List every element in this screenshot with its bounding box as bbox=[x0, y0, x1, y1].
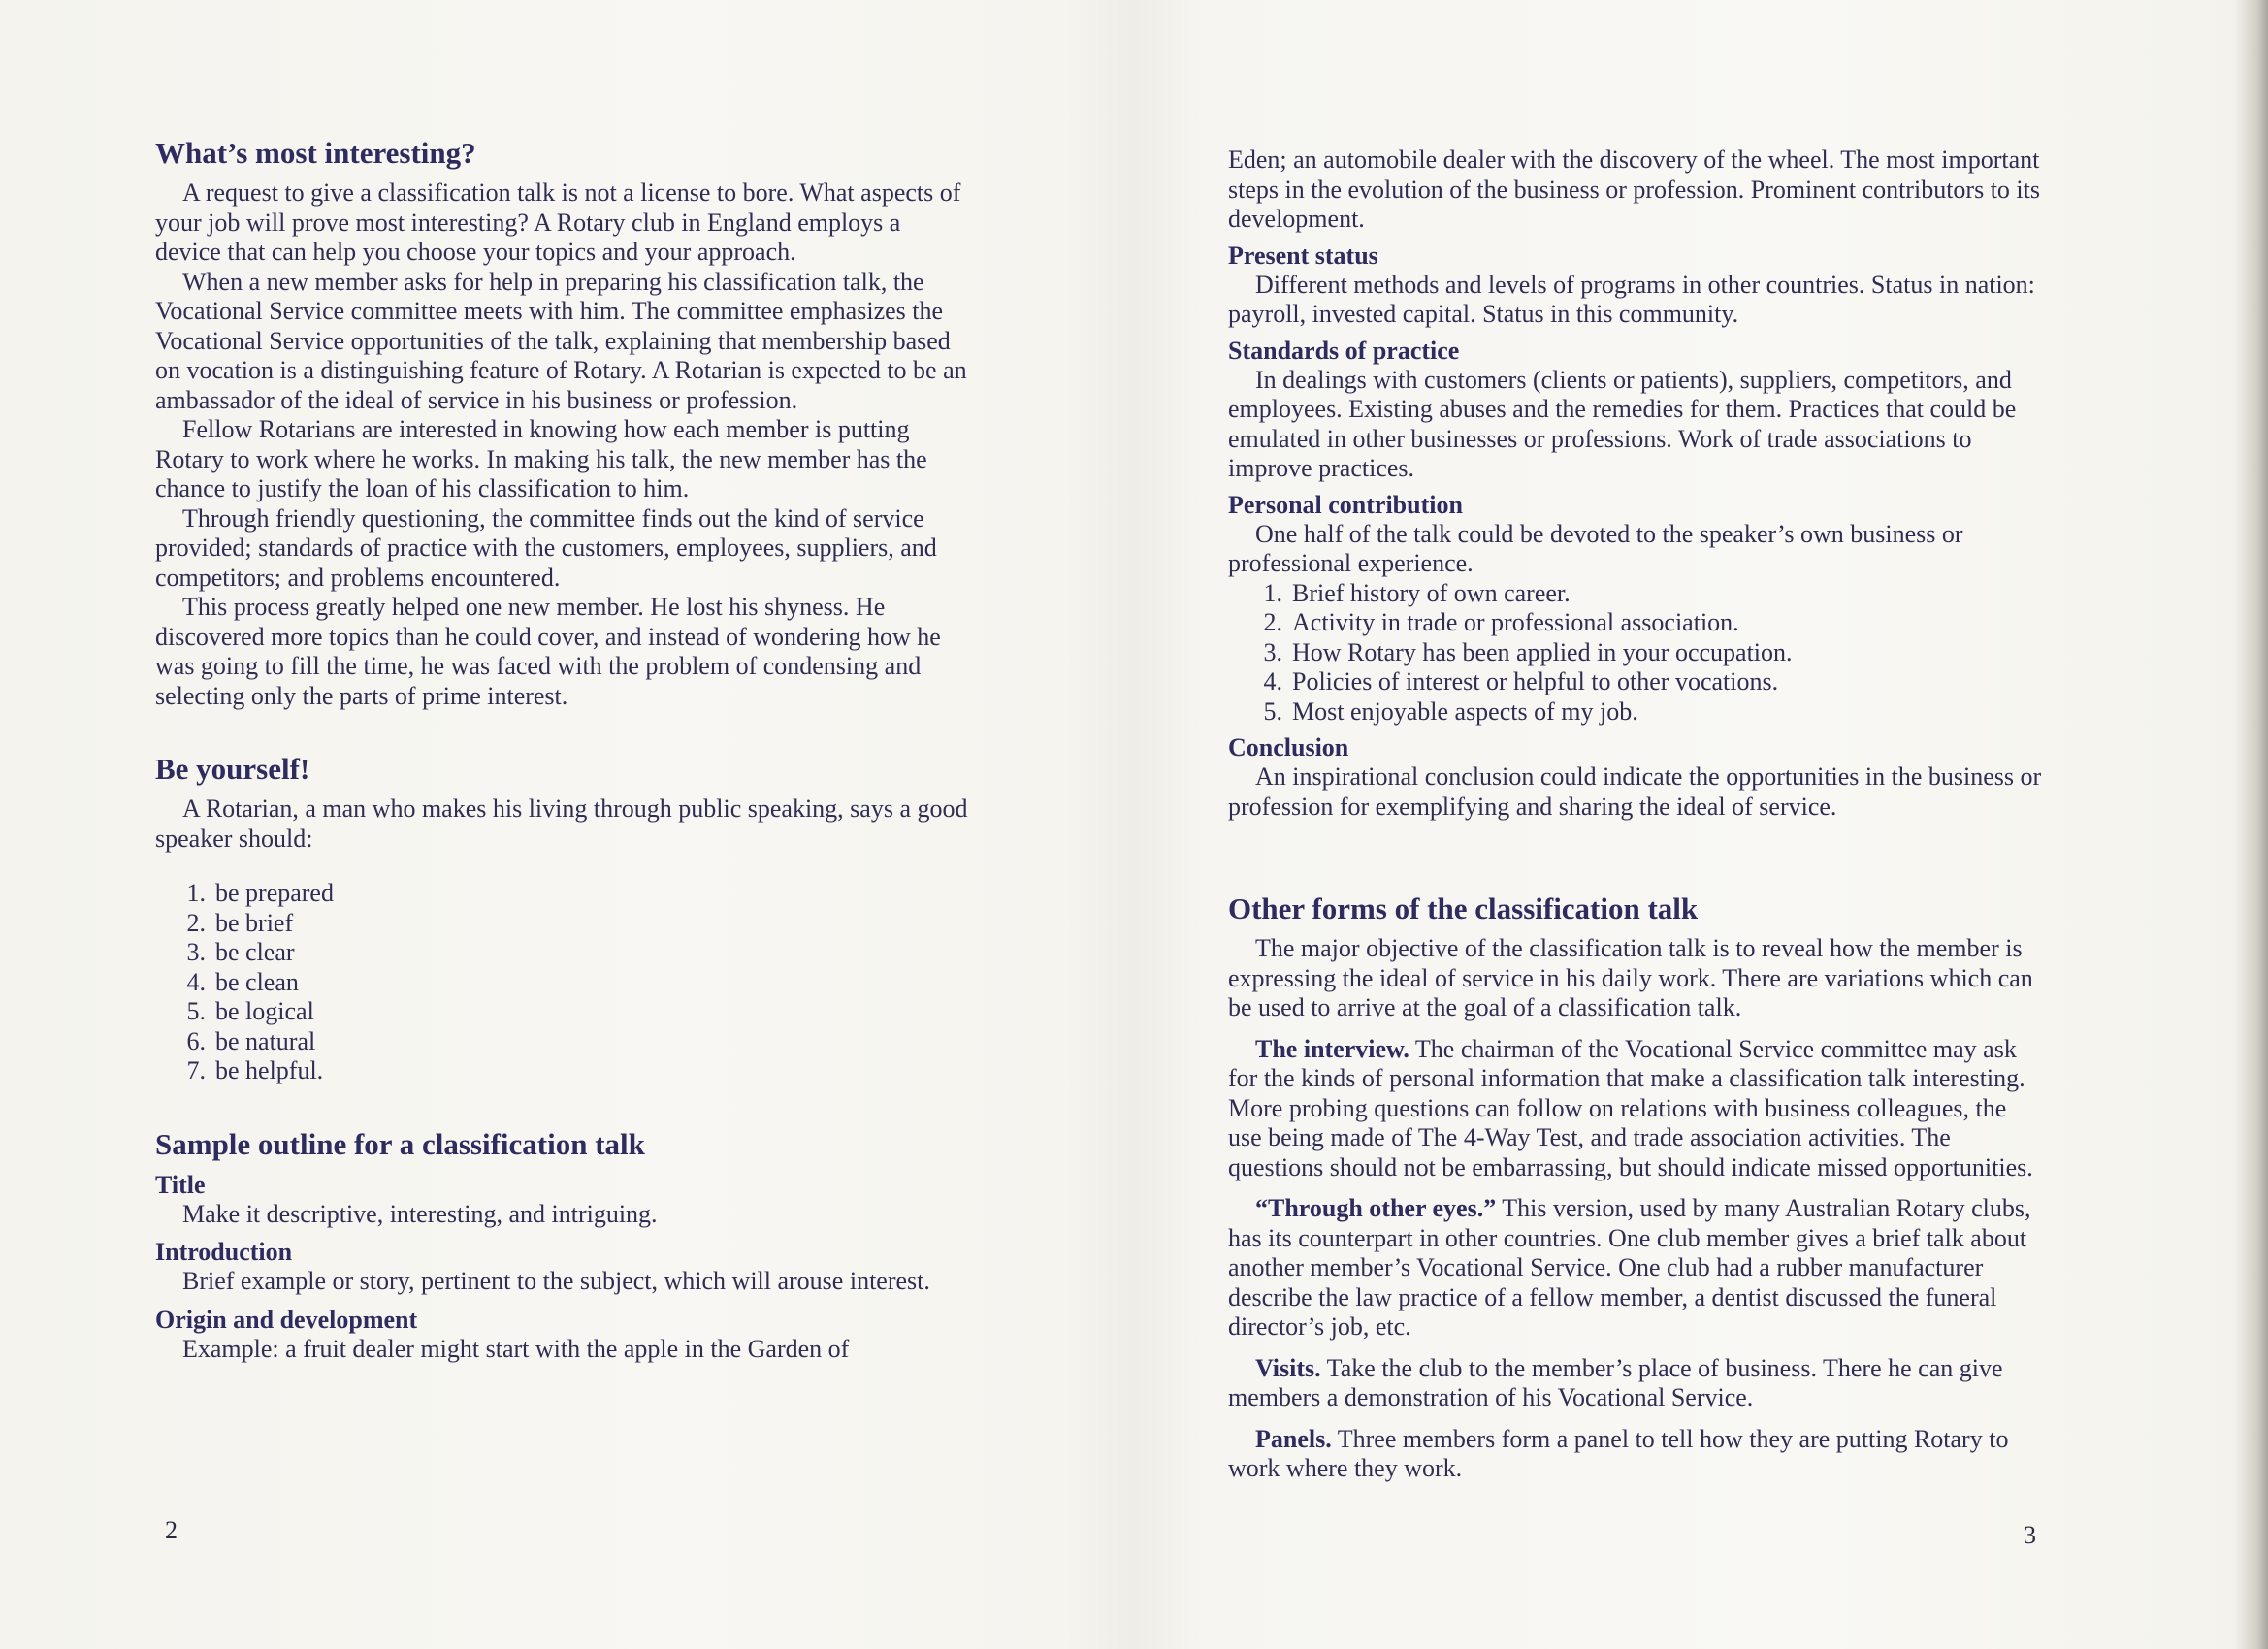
section-sample-outline bbox=[155, 1127, 970, 1365]
paragraph: A Rotarian, a man who makes his living through public speaking, says a good speaker should: bbox=[155, 794, 968, 853]
lead-other-eyes: “Through other eyes.” bbox=[1255, 1194, 1497, 1222]
paragraph: Eden; an automobile dealer with the discovery of the wheel. The most important steps in the evolution of the business or profession. Prominent contributors to its development. bbox=[1228, 146, 2040, 233]
lead-visits: Visits. bbox=[1255, 1353, 1321, 1382]
list-item: 6. be natural bbox=[186, 1026, 316, 1055]
right-page bbox=[1228, 0, 2043, 1649]
left-column bbox=[155, 136, 970, 1364]
heading-sample-outline: Sample outline for a classification talk bbox=[155, 1126, 645, 1161]
paragraph: One half of the talk could be devoted to the speaker’s own business or professional experience. bbox=[1228, 519, 1963, 577]
left-page bbox=[155, 0, 970, 1649]
right-column bbox=[1228, 146, 2043, 1484]
paragraph: Make it descriptive, interesting, and intriguing. bbox=[182, 1199, 658, 1228]
heading-other-forms: Other forms of the classification talk bbox=[1228, 891, 1699, 925]
subheading-conclusion: Conclusion bbox=[1228, 733, 1349, 761]
page-number: 3 bbox=[2024, 1521, 2036, 1549]
speaker-tips-list bbox=[155, 879, 970, 1086]
subheading-title: Title bbox=[155, 1170, 206, 1199]
list-item: 5. be logical bbox=[186, 997, 314, 1025]
lead-panels: Panels. bbox=[1255, 1424, 1332, 1453]
list-item: 2. be brief bbox=[186, 908, 294, 937]
list-item: 3. be clear bbox=[186, 938, 295, 966]
list-item: 7. be helpful. bbox=[186, 1056, 324, 1084]
paragraph: Fellow Rotarians are interested in knowing how each member is putting Rotary to work where he works. In making his talk, the new member has the chance to justify the loan of his classification to him. bbox=[155, 415, 927, 502]
list-item: 4. be clean bbox=[186, 967, 299, 996]
personal-contribution-list bbox=[1228, 579, 2043, 728]
subheading-standards: Standards of practice bbox=[1228, 336, 1460, 365]
paragraph: Through friendly questioning, the committee finds out the kind of service provided; standards of practice with the customers, employees, suppliers, and competitors; and problems encountered. bbox=[155, 503, 937, 592]
paragraph: In dealings with customers (clients or patients), suppliers, competitors, and employees. Existing abuses and the remedies for them. Practices that could be emulated in other businesses or professions. Work of trade associations to improve practices. bbox=[1228, 365, 2017, 482]
subheading-personal: Personal contribution bbox=[1228, 490, 1463, 519]
heading-be-yourself: Be yourself! bbox=[155, 752, 310, 786]
section-be-yourself bbox=[155, 752, 970, 1086]
page-edge-shadow bbox=[2233, 0, 2268, 1649]
subheading-origin: Origin and development bbox=[155, 1305, 418, 1334]
paragraph: This process greatly helped one new member. He lost his shyness. He discovered more topics than he could cover, and instead of wondering how he was going to fill the time, he was faced with the problem of condensing and selecting only the parts of prime interest. bbox=[155, 593, 941, 710]
paragraph-visits: Visits. Take the club to the member’s place of business. There he can give members a demonstration of his Vocational Service. bbox=[1228, 1353, 2003, 1411]
section-most-interesting bbox=[155, 136, 970, 711]
list-item: 1. be prepared bbox=[186, 879, 334, 907]
list-item: 1. Brief history of own career. bbox=[1263, 578, 1571, 607]
list-item: 3. How Rotary has been applied in your occupation. bbox=[1263, 637, 1793, 666]
lead-interview: The interview. bbox=[1255, 1034, 1409, 1063]
paragraph: Example: a fruit dealer might start with the apple in the Garden of bbox=[182, 1334, 850, 1363]
paragraph: Brief example or story, pertinent to the subject, which will arouse interest. bbox=[182, 1267, 930, 1295]
paragraph: When a new member asks for help in preparing his classification talk, the Vocational Service committee meets with him. The committee emphasizes the Vocational Service opportunities of the talk, explaining that membership based on vocation is a distinguishing feature of Rotary. A Rotarian is expected to be an ambassador of the ideal of service in his business or profession. bbox=[155, 267, 967, 414]
paragraph: A request to give a classification talk is not a license to bore. What aspects of your job will prove most interesting? A Rotary club in England employs a device that can help you choose your topics and your approach. bbox=[155, 178, 961, 266]
paragraph-other-eyes: “Through other eyes.” This version, used by many Australian Rotary clubs, has its counterpart in other countries. One club member gives a brief talk about another member’s Vocational Service. One club had a rubber manufacturer describe the law practice of a fellow member, a dentist discussed the funeral director’s job, etc. bbox=[1228, 1194, 2031, 1341]
list-item: 2. Activity in trade or professional association. bbox=[1263, 608, 1739, 636]
list-item: 5. Most enjoyable aspects of my job. bbox=[1263, 696, 1638, 726]
heading-most-interesting: What’s most interesting? bbox=[155, 136, 476, 170]
section-other-forms bbox=[1228, 891, 2043, 1484]
paragraph: Different methods and levels of programs in other countries. Status in nation: payroll, invested capital. Status in this community. bbox=[1228, 270, 2035, 328]
paragraph: The major objective of the classification talk is to reveal how the member is expressing the ideal of service in his daily work. There are variations which can be used to arrive at the goal of a classification talk. bbox=[1228, 934, 2033, 1021]
subheading-present-status: Present status bbox=[1228, 241, 1378, 270]
paragraph: An inspirational conclusion could indicate the opportunities in the business or profession for exemplifying and sharing the ideal of service. bbox=[1228, 762, 2042, 821]
paragraph-interview: The interview. The chairman of the Vocational Service committee may ask for the kinds of personal information that make a classification talk interesting. More probing questions can follow on relations with business colleagues, the use being made of The 4-Way Test, and trade association activities. The questions should not be embarrassing, but should indicate missed opportunities. bbox=[1228, 1034, 2033, 1181]
page-number: 2 bbox=[165, 1516, 178, 1544]
subheading-introduction: Introduction bbox=[155, 1238, 293, 1266]
list-item: 4. Policies of interest or helpful to other vocations. bbox=[1263, 667, 1779, 695]
paragraph-panels: Panels. Three members form a panel to tell how they are putting Rotary to work where they work. bbox=[1228, 1424, 2009, 1482]
